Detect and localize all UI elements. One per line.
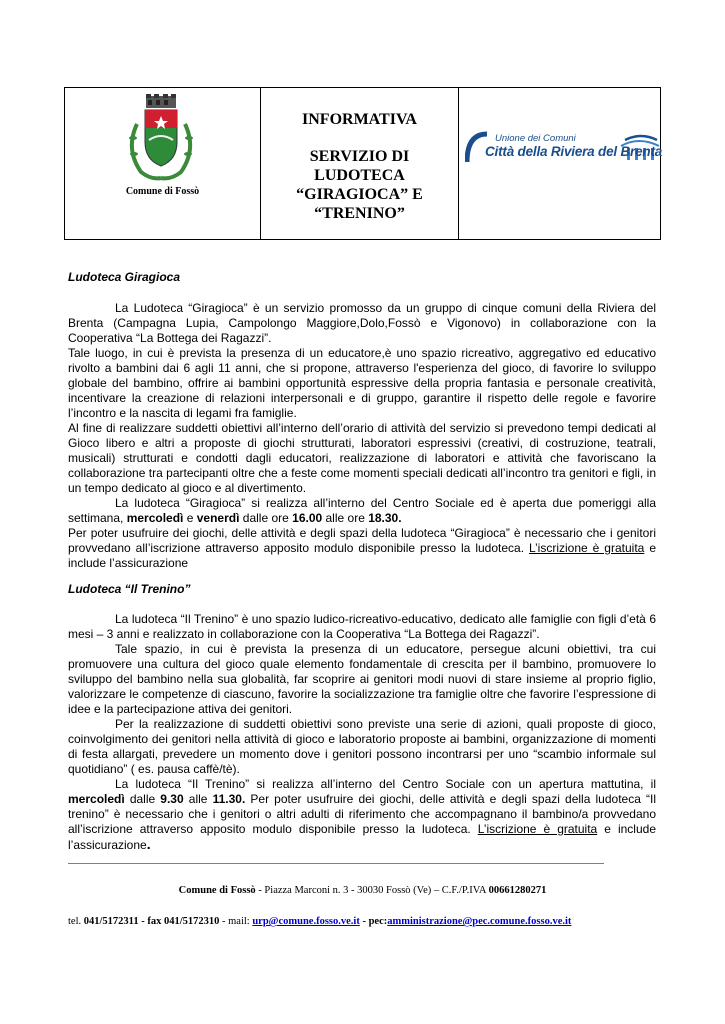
paragraph: Tale luogo, in cui è prevista la presenza di un educatore,è uno spazio ricreativo, aggregativo ed educativo rivolto a bambini dai 6 agli 11 anni, che si propone, attraverso l'esperienza del gioco, di favorire lo sviluppo globale del bambino, offrire ai bambini opportunità espressive della propria fantasia e personale creatività, incentivare la creazione di relazioni interpersonali e di gruppo, garantire il rispetto delle regole e favorire l’incontro e la nascita di legami fra famiglie. <box>68 346 656 420</box>
comune-label: Comune di Fossò <box>125 186 200 197</box>
section-trenino-heading: Ludoteca “Il Trenino” <box>68 582 191 596</box>
paragraph: La Ludoteca “Giragioca” è un servizio promosso da un gruppo di cinque comuni della Riviera del Brenta (Campagna Lupia, Campolongo Maggiore,Dolo,Fossò e Vigonovo) in collaborazione con la Cooperativa “La Bottega dei Ragazzi”. <box>68 301 656 345</box>
paragraph-schedule: La ludoteca “Giragioca” si realizza all’interno del Centro Sociale ed è aperta due pomeriggi alla settimana, mercoledì e venerdì dalle ore 16.00 alle ore 18.30. <box>68 496 656 525</box>
paragraph-schedule: La ludoteca “Il Trenino” si realizza all’interno del Centro Sociale con un apertura mattutina, il mercoledì dalle 9.30 alle 11.30. Per poter usufruire dei giochi, delle attività e degli spazi della ludoteca “Il trenino” è necessario che i genitori o altri adulti di riferimento che accompagnano il bambino/a provvedano all’iscrizione attraverso apposito modulo disponibile presso la ludoteca. L’iscrizione è gratuita e include l’assicurazione. <box>68 777 656 852</box>
footer-contacts: tel. 041/5172311 - fax 041/5172310 - mail: urp@comune.fosso.ve.it - pec:amministrazione@pec.comune.fosso.ve.it <box>68 916 572 927</box>
pec-email-link[interactable]: amministrazione@pec.comune.fosso.ve.it <box>387 916 572 927</box>
coat-of-arms-icon <box>119 94 203 182</box>
paragraph: La ludoteca “Il Trenino” è uno spazio ludico-ricreativo-educativo, dedicato alle famiglie con figli d’età 6 mesi – 3 anni e realizzato in collaborazione con la Cooperativa “La Bottega dei Ragazzi”. <box>68 612 656 641</box>
logo-main-text: Città della Riviera del Brenta <box>485 144 663 159</box>
footer-address: Comune di Fossò - Piazza Marconi n. 3 - 30030 Fossò (Ve) – C.F./P.IVA 00661280271 <box>178 885 547 896</box>
header-logo-cell <box>459 88 663 239</box>
email-link[interactable]: urp@comune.fosso.ve.it <box>252 916 360 927</box>
header-table <box>64 87 661 240</box>
header-crest-cell <box>65 88 261 239</box>
header-title-cell <box>261 88 459 239</box>
footer-divider <box>68 863 604 864</box>
section-giragioca-heading: Ludoteca Giragioca <box>68 270 181 284</box>
title-informativa: INFORMATIVA <box>302 111 417 128</box>
paragraph-registration: Per poter usufruire dei giochi, delle attività e degli spazi della ludoteca “Giragioca” è necessario che i genitori provvedano all’iscrizione attraverso apposito modulo disponibile presso la ludoteca. L’iscrizione è gratuita e include l’assicurazione <box>68 526 656 570</box>
unione-comuni-logo <box>465 128 661 168</box>
paragraph: Per la realizzazione di suddetti obiettivi sono previste una serie di azioni, quali proposte di gioco, coinvolgimento dei genitori nella attività di gioco e laboratorio proposte ai bambini, organizzazione di momenti di festa allargati, prevedere un momento dove i genitori possono incontrarsi per uno “scambio informale sul quotidiano” ( es. pausa caffè/tè). <box>68 717 656 776</box>
paragraph: Tale spazio, in cui è prevista la presenza di un educatore, persegue alcuni obiettivi, tra cui promuovere una cultura del gioco quale elemento fondamentale di crescita per il bambino, promuovere lo sviluppo del bambino nella sua globalità, far scoprire ai genitori modi nuovi di stare insieme al proprio figlio, valorizzare le competenze di ciascuno, favorire la socializzazione tra famiglie oltre che favorire l’espressione di idee e la partecipazione attiva dei genitori. <box>68 642 656 716</box>
paragraph: Al fine di realizzare suddetti obiettivi all’interno dell’orario di attività del servizio si prevedono tempi dedicati al Gioco libero e altri a proposte di giochi strutturati, laboratori espressivi (creativi, di costruzione, teatrali, musicali) strutturati e condotti dagli educatori, realizzazione di laboratori e attività che favoriscano la collaborazione tra partecipanti oltre che a feste come momenti speciali dedicati all’incontro tra genitori e figli, in un tempo dedicato al gioco e al divertimento. <box>68 421 656 495</box>
section-trenino-body <box>68 612 656 853</box>
section-giragioca-body <box>68 301 656 571</box>
title-line-4: “GIRAGIOCA” E <box>296 186 423 203</box>
title-line-2: SERVIZIO DI <box>309 148 410 165</box>
title-line-5: “TRENINO” <box>314 205 405 222</box>
title-line-3: LUDOTECA <box>314 167 405 184</box>
logo-small-text: Unione dei Comuni <box>495 133 576 144</box>
